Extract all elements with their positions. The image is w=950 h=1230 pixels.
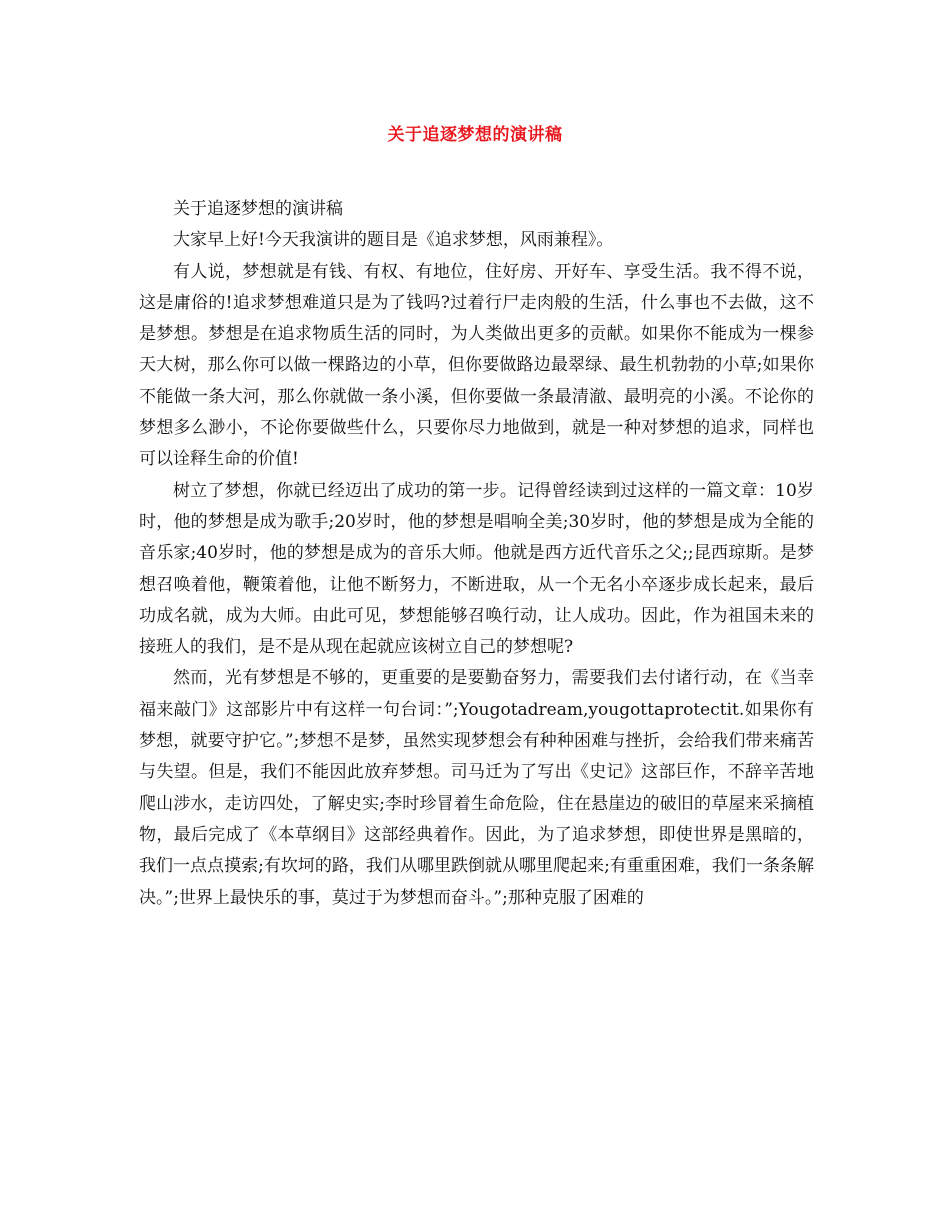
paragraph-greeting: 大家早上好!今天我演讲的题目是《追求梦想，风雨兼程》。 <box>173 230 614 251</box>
document-title: 关于追逐梦想的演讲稿 <box>387 125 563 145</box>
paragraph: 有人说，梦想就是有钱、有权、有地位，住好房、开好车、享受生活。我不得不说，这是庸俗的!追求梦想难道只是为了钱吗?过着行尸走肉般的生活，什么事也不去做，这不是梦想。梦想是在追求物质生活的同时，为人类做出更多的贡献。如果你不能成为一棵参天大树，那么你可以做一棵路边的小草，但你要做路边最翠绿、最生机勃勃的小草;如果你不能做一条大河，那么你就做一条小溪，但你要做一条最清澈、最明亮的小溪。不论你的梦想多么渺小，不论你要做些什么，只要你尽力地做到，就是一种对梦想的追求，同样也可以诠释生命的价值! <box>139 261 814 470</box>
document-body <box>139 194 814 914</box>
paragraph: 然而，光有梦想是不够的，更重要的是要勤奋努力，需要我们去付诸行动，在《当幸福来敲门》这部影片中有这样一句台词：”;Yougotadream,yougottaprotectit.如果你有梦想，就要守护它。”;梦想不是梦，虽然实现梦想会有种种困难与挫折，会给我们带来痛苦与失望。但是，我们不能因此放弃梦想。司马迁为了写出《史记》这部巨作，不辞辛苦地爬山涉水，走访四处，了解史实;李时珍冒着生命危险，住在悬崖边的破旧的草屋来采摘植物，最后完成了《本草纲目》这部经典着作。因此，为了追求梦想，即使世界是黑暗的，我们一点点摸索;有坎坷的路，我们从哪里跌倒就从哪里爬起来;有重重困难，我们一条条解决。”;世界上最快乐的事，莫过于为梦想而奋斗。”;那种克服了困难的 <box>139 668 814 908</box>
paragraph-heading: 关于追逐梦想的演讲稿 <box>173 199 343 219</box>
paragraph: 树立了梦想，你就已经迈出了成功的第一步。记得曾经读到过这样的一篇文章：10岁时，他的梦想是成为歌手;20岁时，他的梦想是唱响全美;30岁时，他的梦想是成为全能的音乐家;40岁时，他的梦想是成为的音乐大师。他就是西方近代音乐之父;;昆西琼斯。是梦想召唤着他，鞭策着他，让他不断努力，不断进取，从一个无名小卒逐步成长起来，最后功成名就，成为大师。由此可见，梦想能够召唤行动，让人成功。因此，作为祖国未来的接班人的我们，是不是从现在起就应该树立自己的梦想呢? <box>139 480 814 658</box>
